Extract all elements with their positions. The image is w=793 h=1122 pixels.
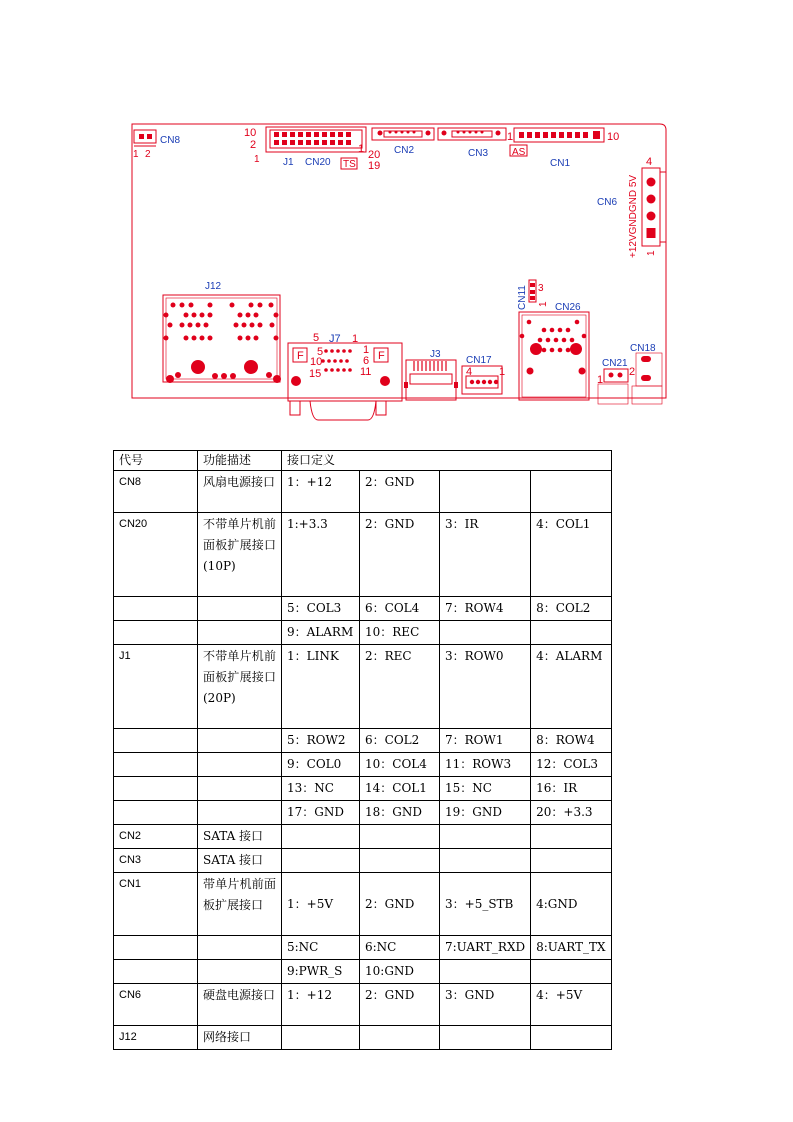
table-row [114,753,612,777]
label-cn17: CN17 [466,355,492,366]
connector-cn21 [597,358,635,404]
label-j7-n1: 1 [352,333,359,345]
pin-cell: 6:NC [360,936,440,960]
label-cn21-n1: 1 [597,374,604,386]
pin-cell: 5：ROW2 [282,729,360,753]
row-code [114,936,198,960]
table-row [114,777,612,801]
table-row [114,471,612,513]
label-j3: J3 [430,349,441,360]
label-cn1-n10: 10 [607,131,620,143]
pin-cell [282,849,360,873]
row-code: CN2 [114,825,198,849]
row-description: 风扇电源接口 [198,471,282,513]
label-cn20: CN20 [305,157,331,168]
pin-cell [440,471,531,513]
label-ts: TS [343,159,356,170]
pin-cell: 8:UART_TX [531,936,611,960]
label-j1-n20: 20 [368,149,381,161]
pin-cell: 1：+5V [282,873,360,936]
pin-cell: 16：IR [531,777,611,801]
table-row [114,1026,612,1050]
pin-cell: 3：+5_STB [440,873,531,936]
header-desc: 功能描述 [198,451,282,471]
label-cn17-n1: 1 [499,366,506,378]
pin-cell: 2：GND [360,471,440,513]
row-description [198,729,282,753]
pin-cell: 8：COL2 [531,597,611,621]
label-cn6-n4: 4 [646,156,653,168]
pin-cell: 15：NC [440,777,531,801]
table-row [114,873,612,936]
label-cn11: CN11 [517,285,528,310]
pin-cell: 8：ROW4 [531,729,611,753]
pin-cell: 2：GND [360,513,440,597]
pin-cell: 4：ALARM [531,645,611,729]
label-j7: J7 [329,333,341,345]
connector-j7 [288,332,402,420]
label-j7-n6: 6 [363,355,370,367]
table-row [114,936,612,960]
row-code [114,753,198,777]
row-code [114,777,198,801]
row-code: CN20 [114,513,198,597]
label-cn17-n4: 4 [466,366,473,378]
pin-cell [531,1026,611,1050]
label-j7-n5: 5 [313,332,320,344]
row-description [198,936,282,960]
pin-cell [282,825,360,849]
row-description [198,777,282,801]
pin-cell: 11：ROW3 [440,753,531,777]
pin-cell: 14：COL1 [360,777,440,801]
label-j7-n10: 10 [310,356,323,368]
row-code [114,597,198,621]
connector-cn3 [438,128,506,159]
label-cn1-n1: 1 [507,131,514,143]
row-code: CN3 [114,849,198,873]
pin-cell [531,825,611,849]
header-code: 代号 [114,451,198,471]
connector-cn17 [462,355,505,394]
pin-cell: 9：ALARM [282,621,360,645]
table-row [114,960,612,984]
pin-cell: 9:PWR_S [282,960,360,984]
connector-cn11 [517,280,549,310]
row-code [114,960,198,984]
table-row [114,984,612,1026]
board-layout-diagram [0,0,793,440]
connector-j1 [244,127,380,172]
pin-cell: 19：GND [440,801,531,825]
connector-cn8 [133,130,180,160]
pin-cell: 6：COL4 [360,597,440,621]
connector-cn26 [519,302,589,400]
connector-cn6 [597,156,666,258]
row-description: 硬盘电源接口 [198,984,282,1026]
label-j7-n11: 11 [360,366,372,378]
row-description: 网络接口 [198,1026,282,1050]
table-row [114,801,612,825]
row-description: SATA 接口 [198,849,282,873]
row-code: J1 [114,645,198,729]
pin-cell: 1:+3.3 [282,513,360,597]
label-cn11-n1: 1 [538,301,549,307]
table-row [114,597,612,621]
pin-cell: 18：GND [360,801,440,825]
pin-cell [360,849,440,873]
pin-cell: 12：COL3 [531,753,611,777]
pin-cell: 3：IR [440,513,531,597]
connector-cn2 [372,128,434,156]
row-description [198,801,282,825]
row-description [198,621,282,645]
pin-cell: 5:NC [282,936,360,960]
label-j1-n1b: 1 [358,143,365,155]
label-j7-f-left: F [297,350,304,362]
pin-cell [531,849,611,873]
label-j7-n5b: 5 [317,346,324,358]
label-cn21-n2: 2 [629,366,636,378]
pin-cell: 4：+5V [531,984,611,1026]
pin-cell: 2：GND [360,873,440,936]
table-row [114,849,612,873]
label-j1-n2: 2 [250,139,257,151]
pin-cell: 2：REC [360,645,440,729]
pin-cell [440,849,531,873]
table-row [114,729,612,753]
pin-cell: 7：ROW4 [440,597,531,621]
pin-cell [531,960,611,984]
table-row [114,645,612,729]
pin-cell: 2：GND [360,984,440,1026]
row-description [198,960,282,984]
pin-cell: 20：+3.3 [531,801,611,825]
pin-cell [440,825,531,849]
row-code [114,801,198,825]
pin-cell: 1：+12 [282,471,360,513]
label-cn6-n1: 1 [646,250,657,256]
label-cn2: CN2 [394,145,415,156]
connector-j3 [404,349,458,400]
label-j7-f-right: F [378,350,385,362]
connector-j12 [163,281,281,383]
label-cn8-pin1: 1 [133,149,139,160]
pin-cell: 1：+12 [282,984,360,1026]
label-j1-n10: 10 [244,127,257,139]
label-j1: J1 [283,157,294,168]
row-description: 不带单片机前面板扩展接口(20P) [198,645,282,729]
label-cn6: CN6 [597,197,618,208]
row-code [114,729,198,753]
pin-cell: 7:UART_RXD [440,936,531,960]
pin-cell: 6：COL2 [360,729,440,753]
pin-cell [440,1026,531,1050]
label-as: AS [512,147,526,158]
pin-cell: 4:GND [531,873,611,936]
pin-cell: 10：REC [360,621,440,645]
label-cn6-pins: +12VGNDGND 5V [628,174,639,258]
pin-cell: 1：LINK [282,645,360,729]
row-description: 不带单片机前面板扩展接口(10P) [198,513,282,597]
pin-cell [440,960,531,984]
pin-cell: 3：ROW0 [440,645,531,729]
pin-cell: 5：COL3 [282,597,360,621]
header-pins: 接口定义 [282,451,612,471]
table-row [114,621,612,645]
pin-cell [360,825,440,849]
label-j12: J12 [205,281,222,292]
connector-cn1 [507,128,619,169]
label-cn18: CN18 [630,343,656,354]
pin-cell [282,1026,360,1050]
row-description: SATA 接口 [198,825,282,849]
pin-cell: 3：GND [440,984,531,1026]
table-header-row [114,451,612,471]
label-j7-n15: 15 [309,368,322,380]
label-cn21: CN21 [602,358,628,369]
row-code: CN1 [114,873,198,936]
pin-cell: 4：COL1 [531,513,611,597]
label-cn1: CN1 [550,158,571,169]
row-code: CN6 [114,984,198,1026]
label-j1-n19: 19 [368,160,381,172]
pin-cell [531,621,611,645]
pin-cell: 13：NC [282,777,360,801]
pin-cell: 10：COL4 [360,753,440,777]
table-row [114,825,612,849]
pin-cell: 10:GND [360,960,440,984]
row-code: CN8 [114,471,198,513]
label-cn3: CN3 [468,148,489,159]
row-code: J12 [114,1026,198,1050]
pin-cell: 17：GND [282,801,360,825]
label-cn8-pin2: 2 [145,149,151,160]
pin-cell: 7：ROW1 [440,729,531,753]
row-description [198,753,282,777]
table-row [114,513,612,597]
row-description [198,597,282,621]
pin-cell [440,621,531,645]
label-cn26: CN26 [555,302,581,313]
label-j1-n1: 1 [254,154,260,165]
row-description: 带单片机前面板扩展接口 [198,873,282,936]
row-code [114,621,198,645]
pin-cell [531,471,611,513]
pin-cell: 9：COL0 [282,753,360,777]
pin-cell [360,1026,440,1050]
pin-definition-table [113,450,612,1050]
label-cn8: CN8 [160,135,181,146]
label-j7-n1b: 1 [363,344,370,356]
label-cn11-n3: 3 [538,283,544,294]
